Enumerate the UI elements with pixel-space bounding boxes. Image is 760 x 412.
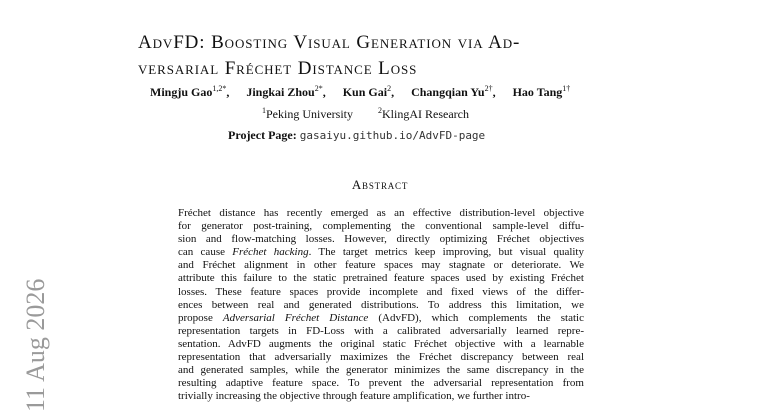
affiliation	[262, 107, 353, 121]
author-name: Changqian Yu	[411, 85, 485, 99]
abstract-line: and Fréchet alignment in other feature spaces may stagnate or deteriorate. We	[178, 259, 584, 272]
project-page-label: Project Page:	[228, 128, 297, 142]
author-name: Hao Tang	[512, 85, 563, 99]
author: Changqian $Yu^{2\dagger}$,	[411, 84, 496, 99]
abstract-line: sentation. AdvFD augments the original static Fréchet objective with a learnable	[178, 337, 584, 350]
affiliation-list	[262, 106, 662, 122]
arxiv-side-stamp: 11 Aug 2026	[21, 278, 50, 412]
author-name: Jingkai Zhou	[246, 85, 315, 99]
author-name: Kun Gai	[342, 85, 388, 99]
affiliation-mark: 2	[378, 106, 382, 115]
author-marks: 2†	[484, 84, 493, 93]
abstract-line: and generated samples, while the generator minimizes the same discrepancy in the	[178, 364, 584, 377]
abstract-body	[178, 207, 584, 403]
affiliation-name: KlingAI Research	[382, 107, 469, 121]
abstract-emphasis: Fréchet hacking	[232, 246, 309, 259]
abstract-line: losses. These feature spaces provide incomplete and fixed views of the differ-	[178, 285, 584, 298]
author: Kun Gai$^2$,	[342, 84, 395, 99]
author-marks: 2*	[314, 84, 323, 93]
abstract-line: trivially increasing the objective through feature amplification, we further intro-	[178, 390, 530, 403]
title-line-2: versarial Fréchet Distance Loss	[138, 58, 418, 79]
author-marks: 1,2*	[212, 84, 227, 93]
author-name: Mingju Gao	[150, 85, 213, 99]
abstract-line: propose Adversarial Fréchet Distance (AdvFD), which complements the static	[178, 311, 584, 324]
title-line-1: AdvFD: Boosting Visual Generation via Ad-	[138, 32, 521, 53]
author-marks: 2	[387, 84, 392, 93]
project-page	[228, 128, 628, 143]
abstract-heading: Abstract	[351, 177, 409, 192]
abstract-line: sion and flow-matching losses. However, directly optimizing Fréchet objectives	[178, 233, 584, 246]
project-page-link[interactable]: gasaiyu.github.io/AdvFD-page	[299, 129, 486, 142]
author-list	[150, 84, 670, 100]
abstract-line: representation that adversarially maximizes the Fréchet discrepancy between real	[178, 351, 584, 364]
abstract-line: Fréchet distance has recently emerged as an effective distribution-level objective	[178, 207, 584, 219]
paper-title	[138, 30, 658, 82]
affiliation-mark: 1	[262, 106, 266, 115]
abstract-line: representation targets in FD-Loss with a calibrated adversarially learned repre-	[178, 324, 584, 337]
abstract-line: can cause Fréchet hacking. The target metrics keep improving, but visual quality	[178, 246, 584, 259]
author-marks: 1†	[562, 84, 571, 93]
abstract-line: ences between real and generated distributions. To address this limitation, we	[178, 298, 584, 311]
affiliation-name: Peking University	[266, 107, 353, 121]
affiliation	[378, 107, 469, 121]
author: Jingkai Zhou$^{2*}$,	[246, 84, 326, 99]
abstract-line: resulting adaptive feature space. To prevent the adversarial representation from	[178, 377, 584, 390]
author: Mingju Gao$^{1,2*}$,	[150, 84, 230, 99]
abstract-line: for generator post-training, complementing the conventional sample-level diffu-	[178, 220, 584, 233]
abstract-line: attribute this failure to the static pretrained feature spaces used by existing Fréchet	[178, 272, 584, 285]
author	[513, 85, 571, 99]
abstract-emphasis: Adversarial Fréchet Distance	[222, 311, 369, 324]
